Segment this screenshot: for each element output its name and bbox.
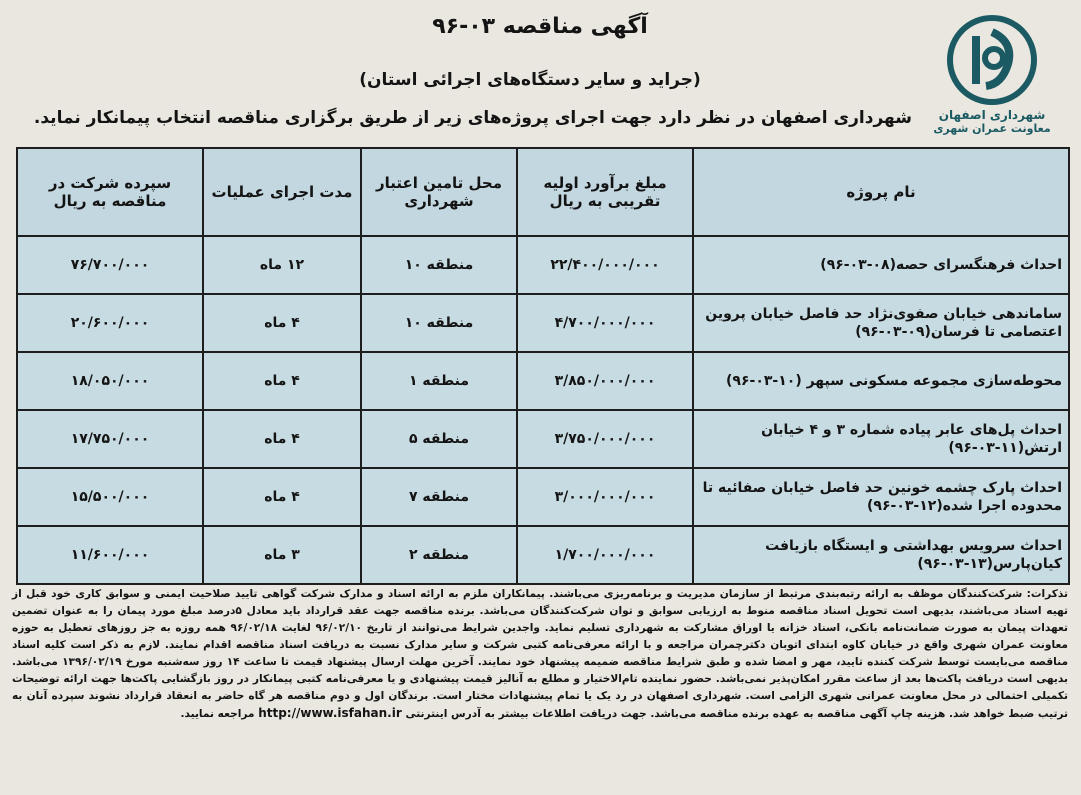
logo-block [918, 14, 1066, 138]
cell-estimate: ۳/۸۵۰/۰۰۰/۰۰۰ [517, 352, 693, 410]
logo-org-name: شهرداری اصفهان [938, 108, 1046, 122]
header-estimate: مبلغ برآورد اولیه تقریبی به ریال [517, 148, 693, 236]
header-project: نام پروژه [693, 148, 1069, 236]
cell-funding: منطقه ۱۰ [361, 236, 517, 294]
cell-duration: ۴ ماه [203, 410, 361, 468]
cell-duration: ۳ ماه [203, 526, 361, 584]
website-link[interactable]: http://www.isfahan.ir [258, 706, 402, 720]
header-funding: محل تامین اعتبار شهرداری [361, 148, 517, 236]
header-deposit: سپرده شرکت در مناقصه به ریال [17, 148, 203, 236]
cell-project: احداث فرهنگسرای حصه(۰۸-۰۳-۹۶) [693, 236, 1069, 294]
cell-duration: ۴ ماه [203, 468, 361, 526]
cell-deposit: ۱۵/۵۰۰/۰۰۰ [17, 468, 203, 526]
table-row [17, 526, 1069, 584]
cell-project: محوطه‌سازی مجموعه مسکونی سپهر (۱۰-۰۳-۹۶) [693, 352, 1069, 410]
table-header-row [17, 148, 1069, 236]
logo-department-name: معاونت عمران شهری [933, 122, 1051, 135]
cell-funding: منطقه ۲ [361, 526, 517, 584]
cell-project: احداث پل‌های عابر پیاده شماره ۳ و ۴ خیابان ارتش(۱۱-۰۳-۹۶) [693, 410, 1069, 468]
isfahan-municipality-logo-icon [946, 14, 1038, 106]
cell-estimate: ۳/۷۵۰/۰۰۰/۰۰۰ [517, 410, 693, 468]
notice-subtitle: (جراید و سایر دستگاه‌های اجرائی استان) [359, 70, 701, 90]
cell-funding: منطقه ۷ [361, 468, 517, 526]
cell-deposit: ۲۰/۶۰۰/۰۰۰ [17, 294, 203, 352]
cell-duration: ۴ ماه [203, 294, 361, 352]
cell-duration: ۴ ماه [203, 352, 361, 410]
cell-deposit: ۱۱/۶۰۰/۰۰۰ [17, 526, 203, 584]
cell-deposit: ۱۷/۷۵۰/۰۰۰ [17, 410, 203, 468]
table-row [17, 236, 1069, 294]
footnote-tail: مراجعه نمایید. [180, 708, 255, 720]
notice-title: آگهی مناقصه ۰۳-۹۶ [432, 14, 648, 39]
footnote-label: تذکرات: [1026, 588, 1068, 600]
cell-deposit: ۷۶/۷۰۰/۰۰۰ [17, 236, 203, 294]
cell-estimate: ۳/۰۰۰/۰۰۰/۰۰۰ [517, 468, 693, 526]
cell-project: احداث سرویس بهداشتی و ایستگاه بازیافت کیان‌پارس(۱۳-۰۳-۹۶) [693, 526, 1069, 584]
cell-project: احداث پارک چشمه خونین حد فاصل خیابان صفائیه تا محدوده اجرا شده(۱۲-۰۳-۹۶) [693, 468, 1069, 526]
table-row [17, 294, 1069, 352]
notice-intro: شهرداری اصفهان در نظر دارد جهت اجرای پروژه‌های زیر از طریق برگزاری مناقصه انتخاب پیمانکار نماید. [33, 108, 912, 128]
table-row [17, 468, 1069, 526]
cell-project: ساماندهی خیابان صفوی‌نژاد حد فاصل خیابان پروین اعتصامی تا فرسان(۰۹-۰۳-۹۶) [693, 294, 1069, 352]
cell-estimate: ۲۲/۴۰۰/۰۰۰/۰۰۰ [517, 236, 693, 294]
cell-estimate: ۴/۷۰۰/۰۰۰/۰۰۰ [517, 294, 693, 352]
table-row [17, 352, 1069, 410]
footnote [12, 586, 1068, 723]
table-row [17, 410, 1069, 468]
cell-funding: منطقه ۱ [361, 352, 517, 410]
cell-deposit: ۱۸/۰۵۰/۰۰۰ [17, 352, 203, 410]
cell-duration: ۱۲ ماه [203, 236, 361, 294]
header-duration: مدت اجرای عملیات [203, 148, 361, 236]
cell-funding: منطقه ۵ [361, 410, 517, 468]
cell-estimate: ۱/۷۰۰/۰۰۰/۰۰۰ [517, 526, 693, 584]
cell-funding: منطقه ۱۰ [361, 294, 517, 352]
footnote-text: شرکت‌کنندگان موظف به ارائه رتبه‌بندی مرتبط از سازمان مدیریت و برنامه‌ریزی می‌باشند. پیمانکاران ملزم به ارائه اسناد و مدارک شرکت گواهی تایید صلاحیت ایمنی و سوابق کاری خود قبل از تهیه اسناد می‌باشند، بدیهی است تحویل اسناد مناقصه منوط به ارزیابی سوابق و توان شرکت‌کنندگان می‌باشد. برنده مناقصه جهت عقد قرارداد باید معادل ۵درصد مبلغ مورد پیمان را به عنوان تضمین تعهدات پیمان به صورت ضمانت‌نامه بانکی، اسناد خزانه یا اوراق مشارکت به شهرداری تسلیم نماید. واجدین شرایط می‌توانند از تاریخ ۹۶/۰۲/۱۰ لغایت ۹۶/۰۲/۱۸ همه روزه به جز روزهای تعطیل به حوزه معاونت عمران شهری واقع در خیابان کاوه ابتدای اتوبان دکترچمران مراجعه و با ارائه معرفی‌نامه کتبی شرکت و سایر مدارک نسبت به دریافت اسناد مناقصه اقدام نمایند. لازم به ذکر است کلیه اسناد مناقصه می‌بایست توسط شرکت کننده تایید، مهر و امضا شده و طبق شرایط مناقصه ضمیمه پیشنهاد خود نمایند. آخرین مهلت ارسال پیشنهاد قیمت تا ساعت ۱۴ روز سه‌شنبه مورخ ۱۳۹۶/۰۲/۱۹ می‌باشد. بدیهی است دریافت پاکت‌ها بعد از ساعت مقرر امکان‌پذیر نمی‌باشد. حضور نماینده تام‌الاختیار و مطلع به آنالیز قیمت پیشنهادی و یا معرفی‌نامه کتبی پیمانکار در روز بازگشایی پاکت‌ها جهت ارائه توضیحات تکمیلی احتمالی در محل معاونت عمرانی شهری الزامی است. شهرداری اصفهان در رد یک یا تمام پیشنهادات مختار است. برندگان اول و دوم مناقصه هر گاه حاضر به انعقاد قرارداد نشوند سپرده آنان به ترتیب ضبط خواهد شد. هزینه چاپ آگهی مناقصه به عهده برنده مناقصه می‌باشد. جهت دریافت اطلاعات بیشتر به آدرس اینترنتی [12, 588, 1069, 720]
tender-table [16, 147, 1070, 585]
